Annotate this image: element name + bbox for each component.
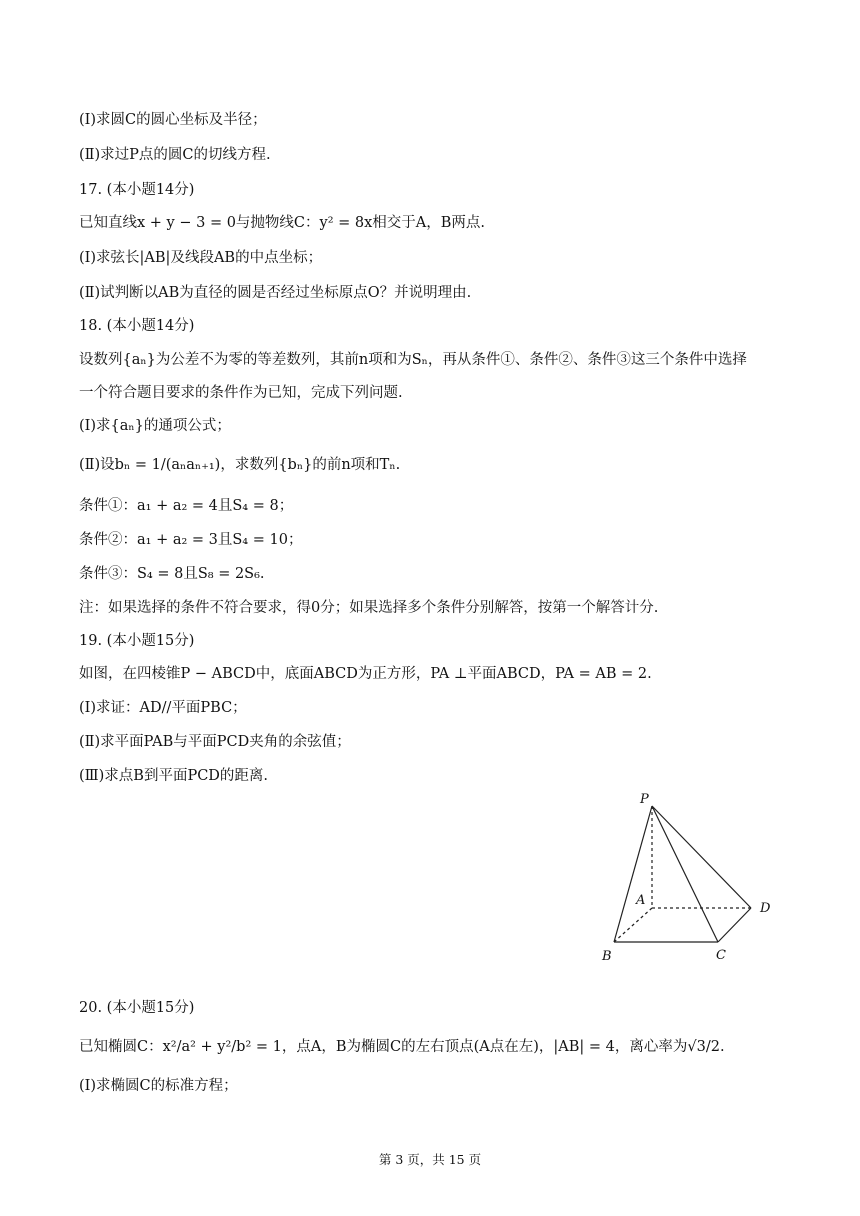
q17-stem: 已知直线x + y − 3 = 0与抛物线C：y² = 8x相交于A，B两点. — [79, 215, 486, 231]
q19-part3: (Ⅲ)求点B到平面PCD的距离. — [79, 768, 269, 784]
page-footer: 第 3 页，共 15 页 — [378, 1152, 482, 1167]
q18-note: 注：如果选择的条件不符合要求，得0分；如果选择多个条件分别解答，按第一个解答计分. — [79, 600, 659, 616]
q17-heading: 17. (本小题14分) — [79, 182, 195, 198]
q17-part2: (Ⅱ)试判断以AB为直径的圆是否经过坐标原点O？并说明理由. — [79, 285, 472, 301]
q18-stem-line1: 设数列{aₙ}为公差不为零的等差数列，其前n项和为Sₙ，再从条件①、条件②、条件③这三个条件中选择 — [79, 352, 747, 368]
q20-part1: (Ⅰ)求椭圆C的标准方程； — [79, 1078, 238, 1094]
q16-part2: (Ⅱ)求过P点的圆C的切线方程. — [79, 147, 271, 163]
q18-part2: (Ⅱ)设bₙ = 1/(aₙaₙ₊₁)，求数列{bₙ}的前n项和Tₙ. — [79, 457, 401, 473]
q18-condition3: 条件③：S₄ = 8且S₈ = 2S₆. — [79, 566, 265, 582]
label-d: D — [760, 901, 771, 916]
pyramid-figure — [596, 790, 786, 970]
label-a: A — [636, 893, 646, 908]
q16-part1: (Ⅰ)求圆C的圆心坐标及半径； — [79, 112, 267, 128]
q18-part1: (Ⅰ)求{aₙ}的通项公式； — [79, 418, 231, 434]
q19-part2: (Ⅱ)求平面PAB与平面PCD夹角的余弦值； — [79, 734, 351, 750]
q17-part1: (Ⅰ)求弦长|AB|及线段AB的中点坐标； — [79, 250, 323, 266]
q19-heading: 19. (本小题15分) — [79, 633, 195, 649]
q18-condition2: 条件②：a₁ + a₂ = 3且S₄ = 10； — [79, 532, 303, 548]
label-c: C — [716, 948, 726, 963]
q18-heading: 18. (本小题14分) — [79, 318, 195, 334]
q18-condition1: 条件①：a₁ + a₂ = 4且S₄ = 8； — [79, 498, 294, 514]
q18-stem-line2: 一个符合题目要求的条件作为已知，完成下列问题. — [79, 385, 403, 401]
q20-stem: 已知椭圆C：x²/a² + y²/b² = 1，点A，B为椭圆C的左右顶点(A点在左)，|AB| = 4，离心率为√3/2. — [79, 1039, 725, 1055]
q19-stem: 如图，在四棱锥P − ABCD中，底面ABCD为正方形，PA ⊥平面ABCD，PA = AB = 2. — [79, 666, 652, 682]
q19-part1: (Ⅰ)求证：AD//平面PBC； — [79, 700, 247, 716]
label-p: P — [640, 792, 649, 807]
q20-heading: 20. (本小题15分) — [79, 1000, 195, 1016]
label-b: B — [602, 949, 612, 964]
